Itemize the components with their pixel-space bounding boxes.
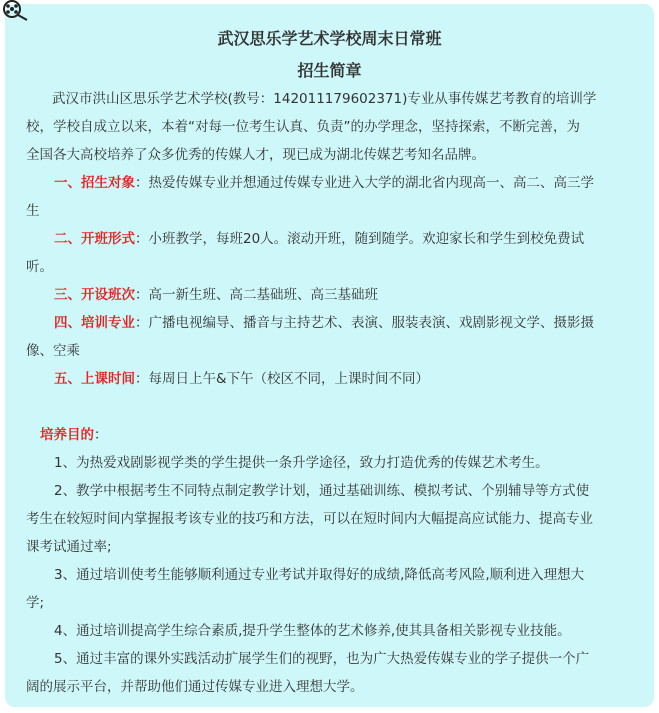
section-item — [54, 369, 429, 389]
section-item — [54, 313, 594, 333]
goal-line: 1、为热爱戏剧影视学类的学生提供一条升学途径，致力打造优秀的传媒艺术考生。 — [54, 455, 549, 471]
section-text-continued: 生 — [26, 203, 40, 219]
section-label: 一、招生对象 — [54, 175, 135, 191]
goal-line: 考生在较短时间内掌握报考该专业的技巧和方法，可以在短时间内大幅提高应试能力、提高专业 — [26, 511, 593, 527]
goals-colon: ： — [94, 427, 108, 443]
section-text: ：热爱传媒专业并想通过传媒专业进入大学的湖北省内现高一、高二、高三学 — [135, 175, 594, 191]
goal-line: 3、通过培训使考生能够顺利通过专业考试并取得好的成绩,降低高考风险,顺利进入理想大 — [54, 567, 585, 583]
goal-line: 学; — [26, 595, 45, 611]
section-text: ：广播电视编导、播音与主持艺术、表演、服装表演、戏剧影视文学、摄影摄 — [135, 315, 594, 331]
content-card — [5, 4, 654, 707]
goals-label: 培养目的 — [40, 427, 94, 443]
intro-line: 全国各大高校培养了众多优秀的传媒人才，现已成为湖北传媒艺考知名品牌。 — [26, 147, 485, 163]
goal-line: 2、教学中根据考生不同特点制定教学计划，通过基础训练、模拟考试、个别辅导等方式使 — [54, 483, 590, 499]
page-title: 武汉思乐学艺术学校周末日常班 — [217, 29, 442, 48]
goal-line: 课考试通过率; — [26, 539, 112, 555]
film-reel-icon — [0, 0, 30, 24]
intro-line: 武汉市洪山区思乐学艺术学校(教号：142011179602371)专业从事传媒艺考教育的培训学 — [52, 91, 597, 107]
section-label: 五、上课时间 — [54, 371, 135, 387]
goals-heading — [40, 425, 108, 445]
section-item — [54, 173, 594, 193]
page-subtitle: 招生简章 — [297, 61, 362, 80]
goal-line: 5、通过丰富的课外实践活动扩展学生们的视野，也为广大热爱传媒专业的学子提供一个广 — [54, 651, 590, 667]
goal-line: 4、通过培训提高学生综合素质,提升学生整体的艺术修养,使其具备相关影视专业技能。 — [54, 623, 571, 639]
section-label: 四、培训专业 — [54, 315, 135, 331]
section-label: 二、开班形式 — [54, 231, 135, 247]
section-text: ：高一新生班、高二基础班、高三基础班 — [135, 287, 378, 303]
section-text-continued: 像、空乘 — [26, 343, 80, 359]
goal-line: 阔的展示平台，并帮助他们通过传媒专业进入理想大学。 — [26, 679, 364, 695]
section-text: ：小班教学，每班20人。滚动开班，随到随学。欢迎家长和学生到校免费试 — [135, 231, 585, 247]
section-item — [54, 285, 378, 305]
section-label: 三、开设班次 — [54, 287, 135, 303]
section-item — [54, 229, 584, 249]
section-text: ：每周日上午&下午（校区不同，上课时间不同） — [135, 371, 430, 387]
section-text-continued: 听。 — [26, 259, 53, 275]
intro-line: 校，学校自成立以来，本着“对每一位考生认真、负责”的办学理念，坚持探索，不断完善，为 — [26, 119, 580, 135]
